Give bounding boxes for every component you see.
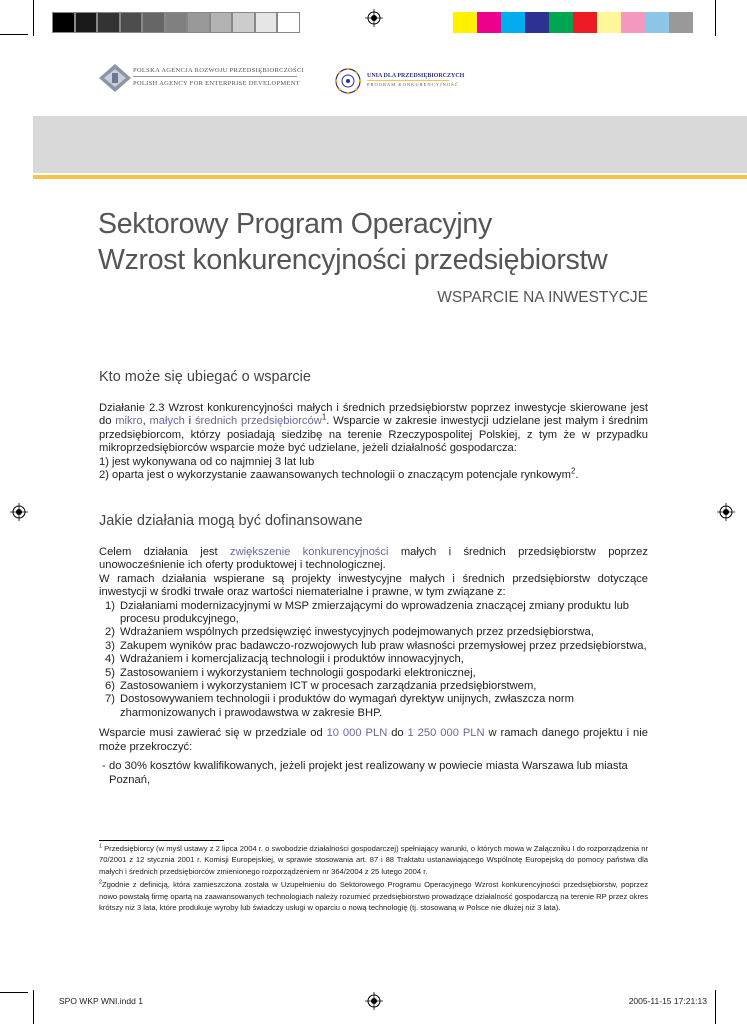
list-number: 5) <box>105 666 115 679</box>
color-swatch <box>501 12 525 33</box>
gray-swatch <box>232 12 255 33</box>
list-item <box>99 653 648 666</box>
gray-swatch <box>255 12 278 33</box>
gray-swatch <box>210 12 233 33</box>
header-band <box>33 116 747 173</box>
color-swatch <box>549 12 573 33</box>
list-text: Dostosowywaniem technologii i produktów do wymagań dyrektyw unijnych, zwłaszcza norm zharmonizowanych i prawodawstwa w zakresie BHP. <box>120 693 574 719</box>
text: w ramach danego projektu i nie może przekroczyć: <box>99 727 648 753</box>
text: 2) oparta jest o wykorzystanie zaawansowanych technologii o znaczącym potencjale rynkowym <box>99 469 571 482</box>
registration-mark-icon <box>365 992 383 1010</box>
unia-logo-icon <box>332 66 364 96</box>
list-item <box>99 466 648 482</box>
slug-datetime: 2005-11-15 17:21:13 <box>628 996 707 1006</box>
activity-list <box>99 600 648 721</box>
highlight-text: 10 000 PLN <box>326 727 388 740</box>
list-number: 4) <box>105 653 115 666</box>
page-title-line2: Wzrost konkurencyjności przedsiębiorstw <box>98 244 608 276</box>
list-text: Działaniami modernizacyjnymi w MSP zmierzającymi do wprowadzenia znaczącej zmiany produktu lub procesu produkcyjnego, <box>120 599 630 626</box>
paragraph <box>99 727 648 754</box>
color-swatch <box>597 12 621 33</box>
gray-swatch <box>277 12 300 33</box>
color-swatch <box>621 12 645 33</box>
page-title-line1: Sektorowy Program Operacyjny <box>98 208 492 240</box>
section-heading-activities: Jakie działania mogą być dofinansowane <box>99 513 363 529</box>
color-swatch <box>477 12 501 33</box>
highlight-text: zwiększenie konkurencyjności <box>229 546 389 558</box>
parp-logo-icon <box>98 63 132 93</box>
highlight-text: mikro <box>115 415 143 428</box>
crop-mark <box>715 990 716 1024</box>
list-number: 7) <box>105 693 115 706</box>
list-item <box>99 760 648 787</box>
logo-divider <box>367 80 449 81</box>
registration-mark-icon <box>10 503 28 521</box>
limit-list <box>99 760 648 787</box>
color-swatch <box>669 12 693 33</box>
footnote-text: Przedsiębiorcy (w myśl ustawy z 2 lipca 2004 r. o swobodzie działalności gospodarczej) spełniający warunki, o których mowa w Załączniku I do rozporządzenia nr 70/2001 z 12 stycznia 2001 r. Komisji Europejskiej, w sprawie stosowania art. 87 i 88 Traktatu ustanawiającego Wspólnotę Europejską do pomocy państwa dla małych i średnich przedsiębiorców zmienionego rozporządzeniem nr 364/2004 z 25 lutego 2004 r. <box>99 844 648 876</box>
paragraph <box>99 546 648 573</box>
unia-name: UNIA DLA PRZEDSIĘBIORCZYCH <box>367 73 465 79</box>
text: . Wsparcie w zakresie inwestycji udzielane jest małym i średnim przedsiębiorcom, którzy posiadają siedzibę na terenie Rzeczypospolitej Polskiej, z tym że w przypadku mikroprzedsiębiorców wsparcie może być udzielane, jeżeli działalność gospodarcza: <box>99 415 649 455</box>
text: małych i średnich przedsiębiorstw poprzez unowocześnienie ich oferty produktowej i technologicznej. <box>99 546 648 572</box>
parp-name-pl: POLSKA AGENCJA ROZWOJU PRZEDSIĘBIORCZOŚCI <box>133 67 305 74</box>
list-number: - <box>102 760 106 773</box>
highlight-text: średnich przedsiębiorców <box>194 415 322 428</box>
list-number: 3) <box>105 639 115 652</box>
footnote-2 <box>99 879 648 913</box>
footnote-1 <box>99 843 648 877</box>
footnote-ref: 1 <box>321 412 327 422</box>
text: Wsparcie musi zawierać się w przedziale od <box>99 727 327 740</box>
list-item <box>99 667 648 680</box>
section-body-eligibility <box>99 402 648 482</box>
color-swatch <box>573 12 597 33</box>
highlight-text: 1 250 000 PLN <box>407 727 485 740</box>
gray-swatch <box>187 12 210 33</box>
page-subtitle: WSPARCIE NA INWESTYCJE <box>437 289 648 306</box>
crop-mark <box>0 992 28 993</box>
section-body-activities <box>99 546 648 787</box>
list-text: Zakupem wyników prac badawczo-rozwojowych lub praw własności przemysłowej przez przedsiębiorstwa, <box>120 639 647 652</box>
list-item: 1) jest wykonywana od co najmniej 3 lat lub <box>99 455 315 468</box>
text: i <box>184 415 195 428</box>
list-item <box>99 640 648 653</box>
list-number: 1) <box>105 599 115 612</box>
color-swatch <box>525 12 549 33</box>
slug-filename: SPO WKP WNI.indd 1 <box>59 996 143 1006</box>
gray-swatch <box>52 12 75 33</box>
list-text: Wdrażaniem i komercjalizacją technologii i produktów innowacyjnych, <box>120 653 464 666</box>
parp-name-en: POLISH AGENCY FOR ENTERPRISE DEVELOPMENT <box>133 80 301 87</box>
footnote-ref: 2 <box>570 466 576 476</box>
gray-swatch <box>165 12 188 33</box>
accent-rule <box>33 175 747 179</box>
section-heading-eligibility: Kto może się ubiegać o wsparcie <box>99 369 311 385</box>
text: Działanie 2.3 Wzrost konkurencyjności małych i średnich przedsiębiorstw poprzez inwestycje skierowane jest do <box>99 402 648 428</box>
list-text: Wdrażaniem wspólnych przedsięwzięć inwestycyjnych podejmowanych przez przedsiębiorstwa, <box>120 626 594 639</box>
color-swatch <box>453 12 477 33</box>
text: do <box>387 727 408 740</box>
highlight-text: małych <box>149 415 185 428</box>
list-number: 2) <box>105 626 115 639</box>
list-item <box>99 680 648 693</box>
paragraph <box>99 402 648 456</box>
gray-swatch <box>97 12 120 33</box>
list-item <box>99 600 648 627</box>
gray-swatch <box>142 12 165 33</box>
footnote-number: 1 <box>99 843 102 850</box>
color-swatch <box>645 12 669 33</box>
logo-divider <box>133 76 297 77</box>
gray-swatch <box>75 12 98 33</box>
crop-mark <box>33 990 34 1024</box>
registration-mark-icon <box>365 9 383 27</box>
list-text: Zastosowaniem i wykorzystaniem ICT w procesach zarządzania przedsiębiorstwem, <box>120 680 537 693</box>
paragraph: W ramach działania wspierane są projekty inwestycyjne małych i średnich przedsiębiorstw dotyczące inwestycji w środki trwałe oraz wartości niematerialne i prawne, w tym związane z: <box>99 572 648 599</box>
crop-mark <box>33 0 34 36</box>
list-text: do 30% kosztów kwalifikowanych, jeżeli projekt jest realizowany w powiecie miasta Warszawa lub miasta Poznań, <box>109 760 628 786</box>
text: Celem działania jest <box>99 546 230 558</box>
footnote-rule <box>99 840 224 841</box>
list-item <box>99 693 648 720</box>
list-item <box>99 626 648 639</box>
footnote-number: 2 <box>99 879 102 886</box>
footnote-text: Zgodnie z definicją, która zamieszczona została w Uzupełnieniu do Sektorowego Programu Operacyjnego Wzrost konkurencyjności przedsiębiorstw, poprzez nowo powstałą firmę opartą na zaawansowanych technologiach należy rozumieć przedsiębiorstwo prowadzące działalność gospodarczą na terenie RP przez okres krótszy niż 3 lata, które produkuje wyroby lub świadczy usługi w oparciu o nową technologię (tj. stosowaną w Polsce nie dłużej niż 3 lata). <box>99 880 648 913</box>
gray-swatch <box>120 12 143 33</box>
list-number: 6) <box>105 680 115 693</box>
text: . <box>575 469 579 482</box>
crop-mark <box>0 34 28 35</box>
text: , <box>142 415 150 428</box>
unia-program-name: PROGRAM KONKURENCYJNOŚĆ <box>367 82 459 87</box>
registration-mark-icon <box>717 503 735 521</box>
footnotes <box>99 843 648 913</box>
crop-mark <box>715 0 716 36</box>
list-text: Zastosowaniem i wykorzystaniem technologii gospodarki elektronicznej, <box>120 666 476 679</box>
